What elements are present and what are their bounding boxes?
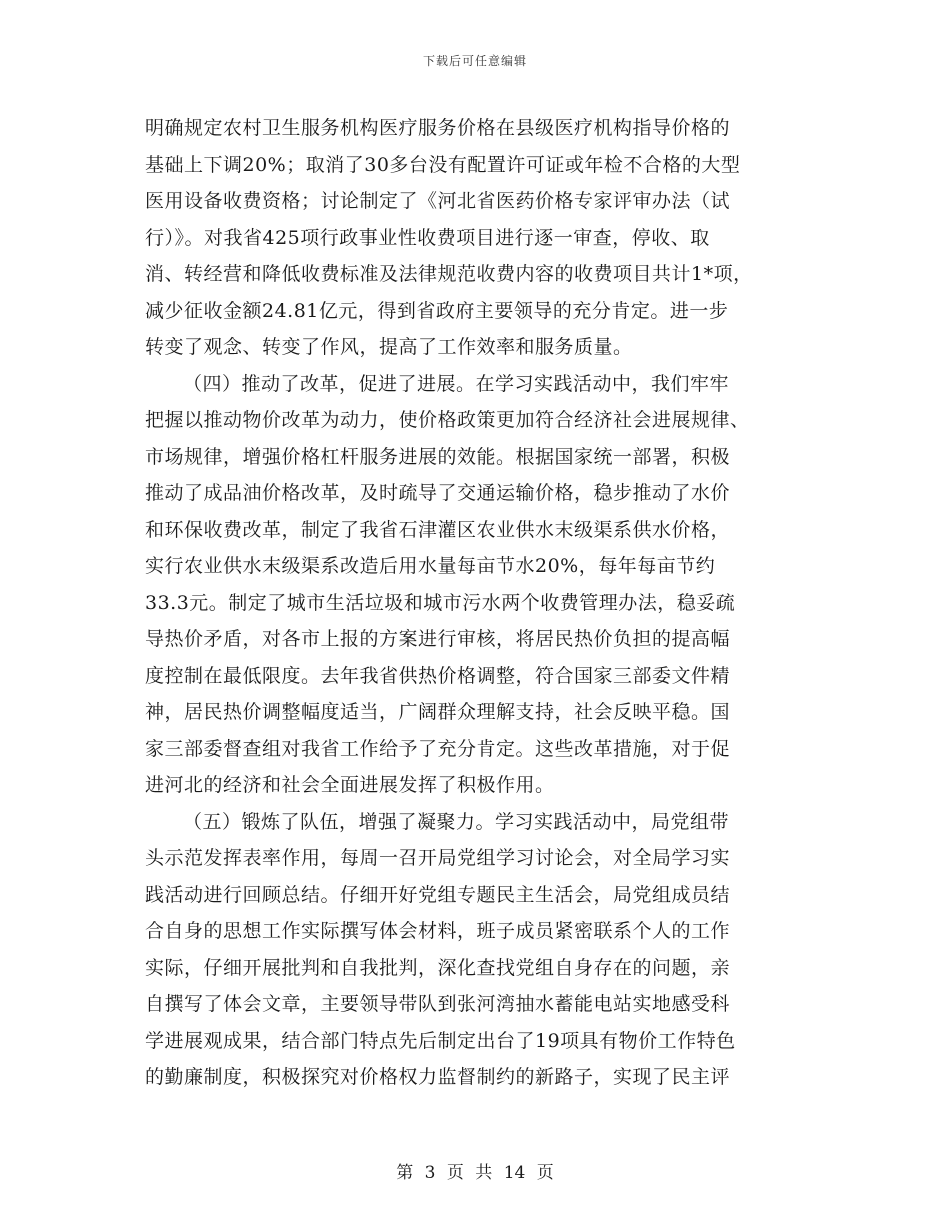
text-line: 学进展观成果，结合部门特点先后制定出台了19项具有物价工作特色	[145, 1029, 736, 1052]
document-body	[145, 110, 825, 1096]
paragraph-4-start: （四）推动了改革，促进了进展。在学习实践活动中，我们牢牢	[183, 372, 730, 395]
paragraph-5-start: （五）锻炼了队伍，增强了凝聚力。学习实践活动中，局党组带	[183, 810, 730, 833]
text-line: 把握以推动物价改革为动力，使价格政策更加符合经济社会进展规律、	[145, 409, 750, 431]
text-line: 神，居民热价调整幅度适当，广阔群众理解支持，社会反映平稳。国	[145, 701, 731, 723]
text-line: 转变了观念、转变了作风，提高了工作效率和服务质量。	[145, 336, 633, 358]
text-line: 明确规定农村卫生服务机构医疗服务价格在县级医疗机构指导价格的	[145, 117, 731, 139]
text-line: 进河北的经济和社会全面进展发挥了积极作用。	[145, 774, 555, 796]
text-line: 33.3元。制定了城市生活垃圾和城市污水两个收费管理办法，稳妥疏	[145, 591, 736, 614]
text-line: 消、转经营和降低收费标准及法律规范收费内容的收费项目共计1*项，	[145, 263, 753, 285]
text-line: 基础上下调20%；取消了30多台没有配置许可证或年检不合格的大型	[145, 153, 741, 176]
text-line: 度控制在最低限度。去年我省供热价格调整，符合国家三部委文件精	[145, 664, 731, 687]
text-line: 的勤廉制度，积极探究对价格权力监督制约的新路子，实现了民主评	[145, 1066, 731, 1088]
page-number-footer: 第 3 页 共 14 页	[396, 1163, 554, 1183]
text-line: 实际，仔细开展批判和自我批判，深化查找党组自身存在的问题，亲	[145, 956, 731, 979]
text-line: 践活动进行回顾总结。仔细开好党组专题民主生活会，局党组成员结	[145, 883, 731, 906]
text-line: 实行农业供水末级渠系改造后用水量每亩节水20%，每年每亩节约	[145, 555, 716, 577]
text-line: 推动了成品油价格改革，及时疏导了交通运输价格，稳步推动了水价	[145, 482, 731, 504]
text-line: 自撰写了体会文章，主要领导带队到张河湾抽水蓄能电站实地感受科	[145, 993, 731, 1015]
text-line: 医用设备收费资格；讨论制定了《河北省医药价格专家评审办法（试	[145, 190, 731, 212]
text-line: 市场规律，增强价格杠杆服务进展的效能。根据国家统一部署，积极	[145, 445, 731, 468]
page-header-note: 下载后可任意编辑	[422, 54, 527, 68]
text-line: 和环保收费改革，制定了我省石津灌区农业供水末级渠系供水价格，	[145, 518, 731, 541]
text-line: 行）》。对我省425项行政事业性收费项目进行逐一审查，停收、取	[145, 226, 710, 249]
text-line: 减少征收金额24.81亿元，得到省政府主要领导的充分肯定。进一步	[145, 299, 729, 322]
text-line: 导热价矛盾，对各市上报的方案进行审核，将居民热价负担的提高幅	[145, 628, 731, 650]
text-line: 家三部委督查组对我省工作给予了充分肯定。这些改革措施，对于促	[145, 737, 731, 760]
text-line: 合自身的思想工作实际撰写体会材料，班子成员紧密联系个人的工作	[145, 920, 731, 942]
text-line: 头示范发挥表率作用，每周一召开局党组学习讨论会，对全局学习实	[145, 847, 731, 869]
